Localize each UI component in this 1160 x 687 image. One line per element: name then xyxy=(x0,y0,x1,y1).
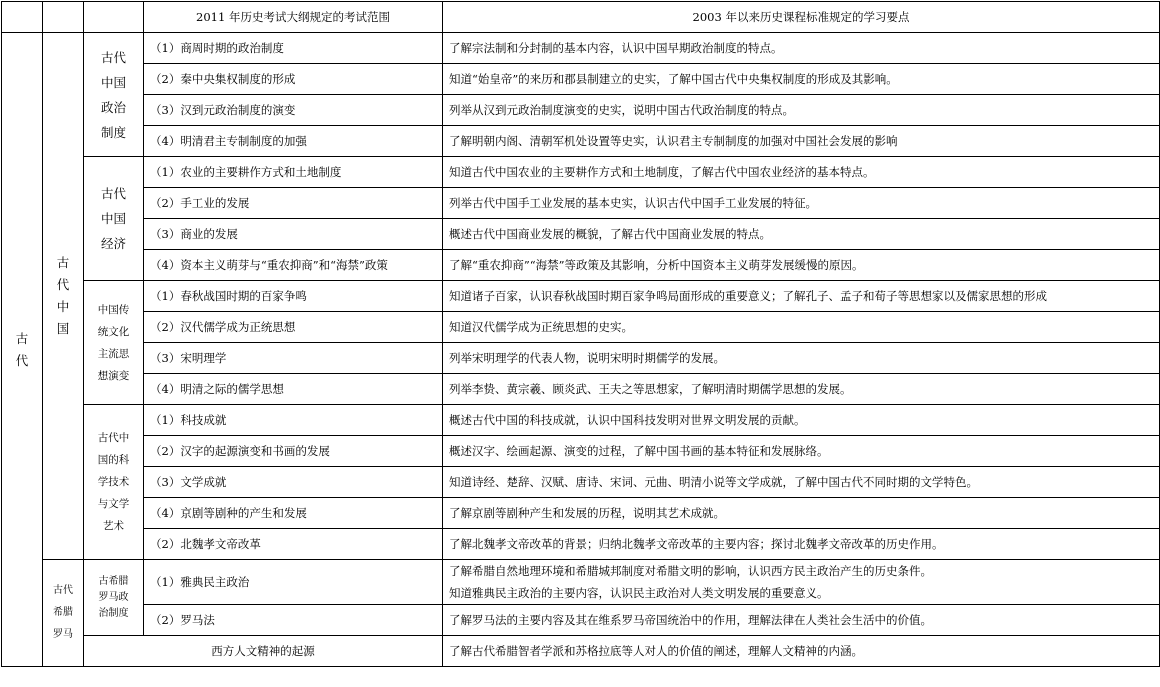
group-politics-cell: 古代 中国 政治 制度 xyxy=(84,33,144,157)
group-economy-cell: 古代 中国 经济 xyxy=(84,157,144,281)
topic-cell: （1）春秋战国时期的百家争鸣 xyxy=(144,281,443,312)
group-thought-cell: 中国传 统文化 主流思 想演变 xyxy=(84,281,144,405)
requirement-cell: 了解“重农抑商”“海禁”等政策及其影响，分析中国资本主义萌芽发展缓慢的原因。 xyxy=(443,250,1160,281)
requirement-cell: 了解古代希腊智者学派和苏格拉底等人对人的价值的阐述，理解人文精神的内涵。 xyxy=(443,636,1160,667)
requirement-cell: 列举古代中国手工业发展的基本史实，认识古代中国手工业发展的特征。 xyxy=(443,188,1160,219)
topic-cell: （2）秦中央集权制度的形成 xyxy=(144,64,443,95)
table-row xyxy=(2,157,1160,188)
requirement-cell: 列举李贽、黄宗羲、顾炎武、王夫之等思想家，了解明清时期儒学思想的发展。 xyxy=(443,374,1160,405)
requirement-cell: 知道诸子百家，认识春秋战国时期百家争鸣局面形成的重要意义；了解孔子、孟子和荀子等思想家以及儒家思想的形成 xyxy=(443,281,1160,312)
table-row xyxy=(2,95,1160,126)
topic-cell: （4）资本主义萌芽与“重农抑商”和“海禁”政策 xyxy=(144,250,443,281)
requirement-cell: 了解宗法制和分封制的基本内容，认识中国早期政治制度的特点。 xyxy=(443,33,1160,64)
topic-cell: （3）宋明理学 xyxy=(144,343,443,374)
table-row xyxy=(2,188,1160,219)
table-row xyxy=(2,436,1160,467)
requirement-cell: 知道古代中国农业的主要耕作方式和土地制度，了解古代中国农业经济的基本特点。 xyxy=(443,157,1160,188)
table-row xyxy=(2,560,1160,605)
topic-cell: （2）北魏孝文帝改革 xyxy=(144,529,443,560)
table-row xyxy=(2,636,1160,667)
header-learning-points: 2003 年以来历史课程标准规定的学习要点 xyxy=(443,2,1160,33)
requirement-cell: 概述汉字、绘画起源、演变的过程，了解中国书画的基本特征和发展脉络。 xyxy=(443,436,1160,467)
topic-cell: （4）明清君主专制制度的加强 xyxy=(144,126,443,157)
topic-cell: （1）雅典民主政治 xyxy=(144,560,443,605)
table-row xyxy=(2,33,1160,64)
syllabus-table xyxy=(1,1,1160,667)
era-cell: 古 代 xyxy=(2,33,43,667)
requirement-cell: 列举宋明理学的代表人物，说明宋明时期儒学的发展。 xyxy=(443,343,1160,374)
topic-cell: （1）农业的主要耕作方式和土地制度 xyxy=(144,157,443,188)
table-row xyxy=(2,312,1160,343)
table-row xyxy=(2,374,1160,405)
requirement-cell: 知道诗经、楚辞、汉赋、唐诗、宋词、元曲、明清小说等文学成就，了解中国古代不同时期的文学特色。 xyxy=(443,467,1160,498)
requirement-cell: 了解明朝内阁、清朝军机处设置等史实，认识君主专制制度的加强对中国社会发展的影响 xyxy=(443,126,1160,157)
topic-cell: （2）手工业的发展 xyxy=(144,188,443,219)
table-row xyxy=(2,219,1160,250)
topic-cell: （1）科技成就 xyxy=(144,405,443,436)
topic-cell: （3）文学成就 xyxy=(144,467,443,498)
topic-cell: （1）商周时期的政治制度 xyxy=(144,33,443,64)
table-row xyxy=(2,343,1160,374)
region-greece-rome-cell: 古代 希腊 罗马 xyxy=(43,560,84,667)
header-row xyxy=(2,2,1160,33)
topic-cell: （4）明清之际的儒学思想 xyxy=(144,374,443,405)
topic-cell: （3）商业的发展 xyxy=(144,219,443,250)
group-culture-cell: 古代中 国的科 学技术 与文学 艺术 xyxy=(84,405,144,560)
topic-cell: （2）汉字的起源演变和书画的发展 xyxy=(144,436,443,467)
requirement-cell: 了解京剧等剧种产生和发展的历程，说明其艺术成就。 xyxy=(443,498,1160,529)
table-row xyxy=(2,250,1160,281)
requirement-cell: 列举从汉到元政治制度演变的史实，说明中国古代政治制度的特点。 xyxy=(443,95,1160,126)
requirement-cell: 了解希腊自然地理环境和希腊城邦制度对希腊文明的影响，认识西方民主政治产生的历史条件。 知道雅典民主政治的主要内容，认识民主政治对人类文明发展的重要意义。 xyxy=(443,560,1160,605)
table-row xyxy=(2,281,1160,312)
topic-cell: （3）汉到元政治制度的演变 xyxy=(144,95,443,126)
table-row xyxy=(2,405,1160,436)
table-row xyxy=(2,64,1160,95)
table-row xyxy=(2,605,1160,636)
requirement-cell: 概述古代中国商业发展的概貌，了解古代中国商业发展的特点。 xyxy=(443,219,1160,250)
topic-cell-merged: 西方人文精神的起源 xyxy=(84,636,443,667)
requirement-cell: 了解北魏孝文帝改革的背景；归纳北魏孝文帝改革的主要内容；探讨北魏孝文帝改革的历史作用。 xyxy=(443,529,1160,560)
group-democracy-cell: 古希腊 罗马政 治制度 xyxy=(84,560,144,636)
region-china-cell: 古 代 中 国 xyxy=(43,33,84,560)
requirement-cell: 知道“始皇帝”的来历和郡县制建立的史实，了解中国古代中央集权制度的形成及其影响。 xyxy=(443,64,1160,95)
topic-cell: （2）汉代儒学成为正统思想 xyxy=(144,312,443,343)
topic-cell: （4）京剧等剧种的产生和发展 xyxy=(144,498,443,529)
requirement-cell: 了解罗马法的主要内容及其在维系罗马帝国统治中的作用，理解法律在人类社会生活中的价值。 xyxy=(443,605,1160,636)
header-blank-1 xyxy=(2,2,43,33)
header-exam-range: 2011 年历史考试大纲规定的考试范围 xyxy=(144,2,443,33)
requirement-cell: 概述古代中国的科技成就，认识中国科技发明对世界文明发展的贡献。 xyxy=(443,405,1160,436)
table-row xyxy=(2,498,1160,529)
table-row xyxy=(2,467,1160,498)
header-blank-3 xyxy=(84,2,144,33)
requirement-cell: 知道汉代儒学成为正统思想的史实。 xyxy=(443,312,1160,343)
header-blank-2 xyxy=(43,2,84,33)
table-row xyxy=(2,126,1160,157)
table-row xyxy=(2,529,1160,560)
topic-cell: （2）罗马法 xyxy=(144,605,443,636)
